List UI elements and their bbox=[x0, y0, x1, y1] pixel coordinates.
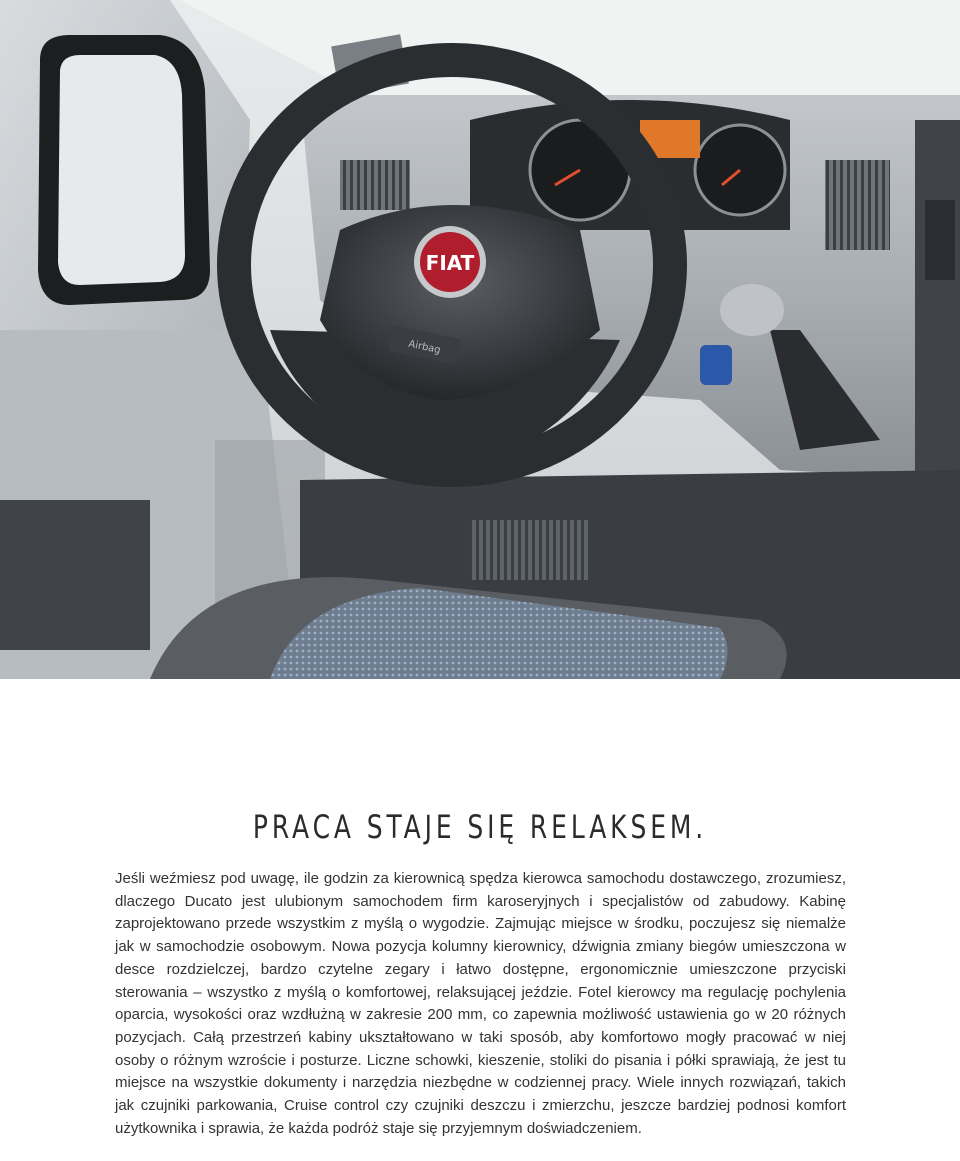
svg-text:FIAT: FIAT bbox=[425, 251, 475, 275]
airbag-label: Airbag bbox=[407, 338, 442, 357]
body-paragraph: Jeśli weźmiesz pod uwagę, ile godzin za kierownicą spędza kierowca samochodu dostawczego, zrozumiesz, dlaczego Ducato jest ulubionym samochodem firm karoseryjnych i specjalistów od zabudowy. Kabinę zaprojektowano przede wszystkim z myślą o wygodzie. Zajmując miejsce w środku, poczujesz się niemalże jak w samochodzie osobowym. Nowa pozycja kolumny kierownicy, dźwignia zmiany biegów umieszczona w desce rozdzielczej, bardzo czytelne zegary i łatwo dostępne, ergonomicznie umieszczone przyciski sterowania – wszystko z myślą o komfortowej, relaksującej jeździe. Fotel kierowcy ma regulację pochylenia oparcia, wysokości oraz wzdłużną w zakresie 200 mm, co zapewnia możliwość ustawienia go w 20 różnych pozycjach. Całą przestrzeń kabiny ukształtowano w taki sposób, aby komfortowo mogły pracować w niej osoby o różnym wzroście i posturze. Liczne schowki, kieszenie, stoliki do pisania i półki sprawiają, że jest tu miejsce na wszystkie dokumenty i narzędzia niezbędne w codziennej pracy. Wiele innych rozwiązań, takich jak czujniki parkowania, Cruise control czy czujniki deszczu i zmierzchu, jeszcze bardziej podnosi komfort użytkownika i sprawia, że każda podróż staje się przyjemnym doświadczeniem. bbox=[115, 870, 846, 1137]
fiat-logo-icon bbox=[414, 226, 486, 298]
page-title: PRACA STAJE SIĘ RELAKSEM. bbox=[252, 808, 708, 846]
